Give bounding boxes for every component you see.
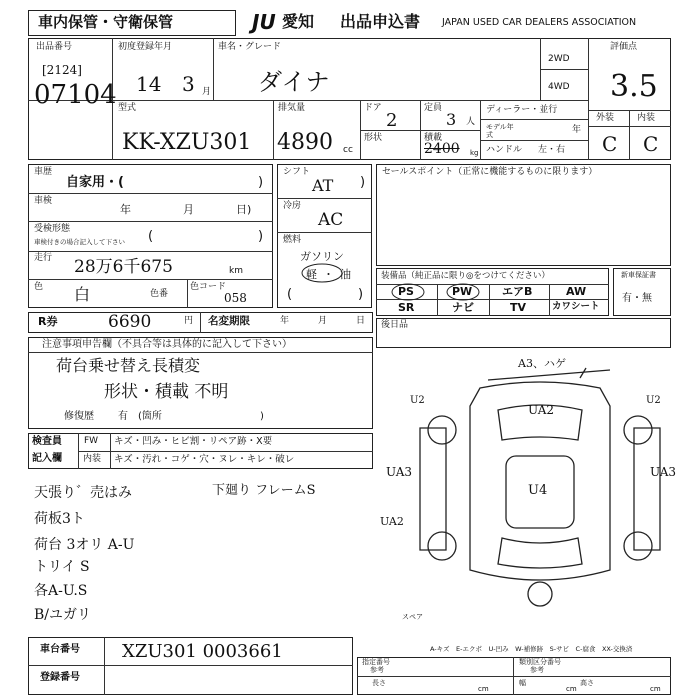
fuel-value: ガソリン [300,250,344,263]
retrofit-label: 後日品 [381,320,409,330]
inspection-day: 日) [236,203,252,216]
first-reg-label: 初度登録年月 [118,42,173,52]
form-title: 出品申込書 [340,12,421,31]
history-label: 車歴 [34,167,53,177]
diagram-mark-bottom: UA2 [380,515,404,528]
checker-fw-items: キズ・凹み・ヒビ割・リペア跡・X要 [114,436,273,447]
model-value: KK-XZU301 [122,130,252,155]
sales-point-label: セールスポイント（正常に機能するものに限ります） [382,167,598,177]
inspection-year: 年 [120,203,131,216]
equip-seat: カワシート [552,301,600,312]
fuel-circle-mark [300,262,344,284]
special-label: 類別区分番号 [519,658,561,666]
logo-text: 愛知 [282,12,315,31]
name-grade-label: 車名・グレード [218,42,282,52]
retrofit-box [376,318,671,348]
recycle-unit: 円 [184,316,194,326]
ac-value: AC [318,210,344,230]
exterior-label: 外装 [596,113,615,123]
shift-label: シフト [283,167,311,177]
notes-line2: 形状・積載 不明 [104,382,229,402]
diagram-mark-right: UA3 [650,465,677,479]
equip-ps: PS [398,285,414,298]
first-reg-month-unit: 月 [202,87,212,97]
association-name: JAPAN USED CAR DEALERS ASSOCIATION [442,17,637,28]
name-change-label: 名変期限 [208,315,250,327]
diagram-mark-left: UA3 [386,465,413,479]
fuel-options: 軽・油 [306,268,357,281]
score-label: 評価点 [610,42,638,52]
mileage-unit: km [229,266,243,276]
color-code-label: 色コード [190,282,227,292]
checker-interior-label: 内装 [83,454,102,464]
lot-bracket: [2124] [42,63,82,77]
lot-label: 出品番号 [36,42,73,52]
reference-label: 参考 [370,666,384,674]
length-cm: cm [478,685,489,693]
chassis-label: 車台番号 [40,644,80,655]
drive-2wd: 2WD [548,54,570,64]
capacity-label: 定員 [424,103,443,113]
interior-label: 内装 [637,113,656,123]
mileage-value: 28万6千675 [74,257,173,277]
doors-value: 2 [386,110,398,131]
recycle-value: 6690 [108,312,152,332]
reg-label: 登録番号 [40,672,80,683]
recycle-label: R券 [38,315,58,328]
load-unit: kg [470,149,479,157]
repair-value: 有 (箇所 [118,411,162,422]
notes-label: 注意事項申告欄（不具合等は具体的に記入して下さい） [42,339,292,350]
checker-label1: 検査員 [32,436,62,447]
handle-options: 左・右 [538,145,566,155]
sales-point-box [376,164,671,266]
inspection-month: 月 [183,203,194,216]
checker-interior-items: キズ・汚れ・コゲ・穴・ヌレ・キレ・破レ [114,454,295,465]
displacement-value: 4890 [277,130,333,155]
inspector-note-1b: 下廻り フレームS [212,483,316,498]
equip-pw: PW [452,285,473,298]
repair-label: 修復歴 [64,411,94,422]
notes-line1: 荷台乗せ替え長積変 [56,356,201,375]
specified-label: 指定番号 [362,658,390,666]
score-value: 3.5 [610,69,658,104]
diagram-top-note: A3、ハゲ [518,357,566,370]
inspector-note-1: 天張り゛売はみ [34,485,132,501]
load-value: 2400 [424,141,460,157]
inspector-note-6: B/ユガリ [34,607,92,623]
length-label: 長さ [372,679,386,687]
width-cm: cm [566,685,577,693]
equipment-label: 装備品（純正品に限り◎をつけてください） [381,271,550,281]
fuel-open: ( [287,287,293,302]
name-change-day: 日 [356,316,366,326]
warranty-label: 新車保証書 [621,271,656,279]
lot-number: 07104 [34,80,117,110]
warranty-value: 有・無 [622,293,652,304]
drive-4wd: 4WD [548,82,570,92]
handle-label: ハンドル [486,145,523,155]
chassis-value: XZU301 0003661 [122,641,283,662]
inspector-note-2: 荷板3ト [34,511,85,527]
fuel-label: 燃料 [283,235,302,245]
displacement-label: 排気量 [278,103,306,113]
checker-label2: 記入欄 [32,453,62,464]
receipt-note: 車検付きの場合記入して下さい [34,238,125,246]
color-value: 白 [74,285,91,304]
height-label: 高さ [580,679,594,687]
model-label: 型式 [118,103,137,113]
shift-close: ) [360,175,366,190]
repair-close: ) [260,411,264,422]
doors-label: ドア [364,103,382,113]
inspector-note-4: トリイ S [34,559,90,575]
diagram-mark-fr: U2 [646,395,661,406]
displacement-unit: cc [343,145,353,155]
first-reg-month: 3 [182,72,195,96]
equip-airbag: エアB [502,285,533,298]
name-change-month: 月 [318,316,328,326]
diagram-mark-center: U4 [528,483,548,498]
logo-mark: JU [252,10,276,34]
mileage-label: 走行 [34,253,53,263]
color-no-label: 色番 [150,289,169,299]
inspector-note-5: 各A-U.S [34,583,88,599]
diagram-mark-fl: U2 [410,395,425,406]
car-name: ダイナ [258,68,330,96]
first-reg-year: 14 [136,72,162,96]
capacity-unit: 人 [466,117,476,127]
checker-fw-label: FW [84,436,99,446]
history-value: 自家用・( [66,175,124,190]
capacity-value: 3 [446,110,457,129]
color-code-value: 058 [224,291,247,305]
equip-aw: AW [566,285,587,298]
interior-value: C [643,132,659,156]
dealer-label: ディーラー・並行 [486,105,558,115]
inspection-label: 車検 [34,196,53,206]
equip-sr: SR [398,301,415,314]
equip-circle-marks [376,282,496,302]
damage-legend: A-キズ E-エクボ U-凹み W-補修跡 S-サビ C-腐食 XX-交換済 [430,645,633,653]
diagram-mark-front: UA2 [528,403,555,417]
reference2-label: 参考 [530,666,544,674]
receipt-open: ( [148,229,154,244]
width-label: 幅 [519,679,526,687]
receipt-label: 受検形態 [34,224,71,234]
name-change-year: 年 [280,316,290,326]
storage-title: 車内保管・守衛保管 [38,13,174,31]
inspector-note-3: 荷台 3オリ A-U [34,537,135,553]
spare-label: スペア [402,613,423,621]
shape-label: 形状 [364,133,383,143]
color-label: 色 [34,282,44,292]
shift-value: AT [312,176,334,195]
equip-tv: TV [510,301,527,314]
exterior-value: C [602,132,618,156]
model-year-label: モデル年式 [486,123,514,139]
year-unit: 年 [572,125,582,135]
ac-label: 冷房 [283,201,302,211]
history-close: ) [258,175,264,190]
equip-navi: ナビ [452,301,474,314]
load-label: 積載 [424,133,443,143]
receipt-close: ) [258,229,264,244]
height-cm: cm [650,685,661,693]
fuel-close: ) [358,287,364,302]
